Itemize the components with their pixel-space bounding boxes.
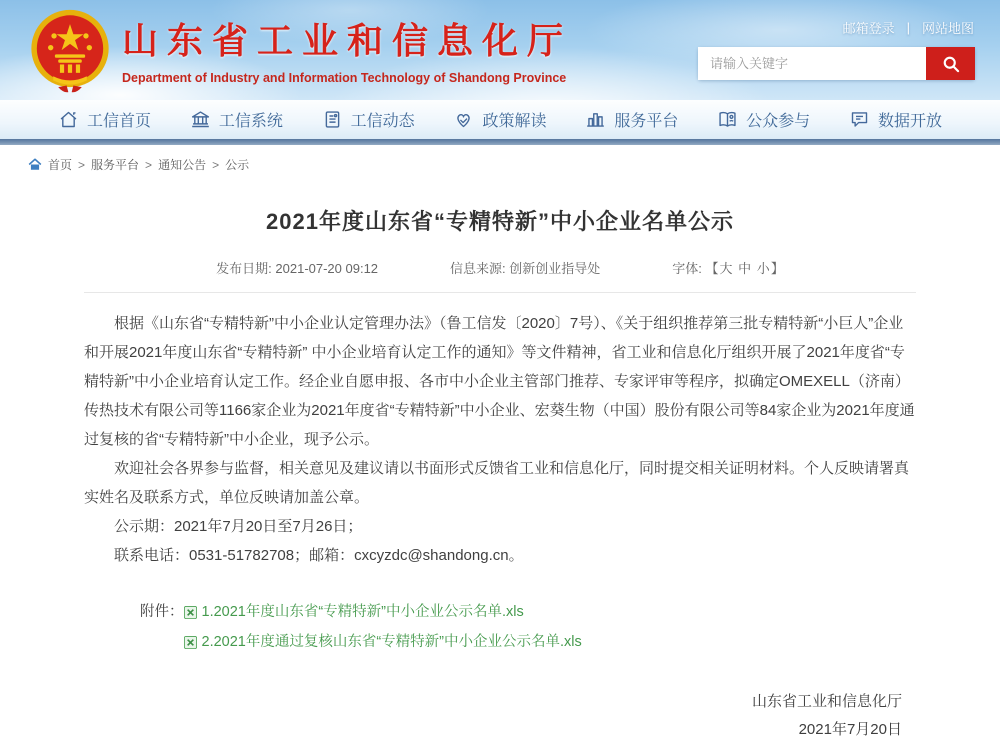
nav-label: 政策解读 xyxy=(482,113,547,130)
home-icon xyxy=(58,109,79,130)
nav-label: 工信首页 xyxy=(87,113,152,130)
national-emblem-logo xyxy=(28,7,112,95)
data-bubble-icon xyxy=(849,109,870,130)
nav-label: 服务平台 xyxy=(614,113,679,130)
nav-label: 公众参与 xyxy=(746,113,811,130)
font-size-control xyxy=(672,258,784,277)
search-bar xyxy=(698,47,975,80)
attachment-link-2[interactable] xyxy=(184,627,582,657)
platform-chart-icon xyxy=(585,109,606,130)
nav-item-policy[interactable] xyxy=(453,108,546,131)
nav-item-participation[interactable] xyxy=(717,108,810,131)
paragraph: 根据《山东省“专精特新”中小企业认定管理办法》（鲁工信发〔2020〕7号）、《关于组织推荐第三批专精特新“小巨人”企业和开展2021年度山东省“专精特新” 中小企业培育认定工作的通知》等文件精神，省工业和信息化厅组织开展了2021年度省“专精特新”中小企业培育认定工作。经企业自愿申报、各市中小企业主管部门推荐、专家评审等程序，拟确定OMEXELL（济南）传热技术有限公司等1166家企业为2021年度省“专精特新”中小企业、宏葵生物（中国）股份有限公司等84家企业为2021年度通过复核的省“专精特新”中小企业，现予公示。 xyxy=(84,315,915,448)
contact-info: 联系电话：0531-51782708；邮箱：cxcyzdc@shandong.cn。 xyxy=(114,547,524,564)
font-size-bracket-close: 】 xyxy=(770,261,784,276)
bank-icon xyxy=(190,109,211,130)
attachment-link-1[interactable] xyxy=(184,597,582,627)
breadcrumb-item-home[interactable]: 首页 xyxy=(48,158,73,172)
search-input[interactable] xyxy=(698,47,926,80)
attachments-label: 附件： xyxy=(140,604,184,620)
breadcrumb xyxy=(0,145,1000,179)
signature-org: 山东省工业和信息化厅 xyxy=(751,693,902,710)
nav-label: 工信动态 xyxy=(350,113,415,130)
breadcrumb-home-icon xyxy=(28,158,42,171)
search-button[interactable] xyxy=(926,47,975,80)
publicity-period: 公示期：2021年7月20日至7月26日； xyxy=(114,518,363,535)
font-size-small[interactable]: 小 xyxy=(756,261,770,276)
font-size-medium[interactable]: 中 xyxy=(738,261,752,276)
mail-login-link[interactable]: 邮箱登录 xyxy=(842,21,895,36)
font-size-label: 字体: 【 xyxy=(672,261,719,276)
attachment-filename: 1.2021年度山东省“专精特新”中小企业公示名单.xls xyxy=(201,604,524,620)
attachments-section xyxy=(84,597,916,657)
paragraph: 欢迎社会各界参与监督，相关意见及建议请以书面形式反馈省工业和信息化厅，同时提交相关证明材料。个人反映请署真实姓名及联系方式，单位反映请加盖公章。 xyxy=(84,460,910,506)
article-meta xyxy=(84,258,916,293)
top-links-divider: | xyxy=(906,20,910,35)
breadcrumb-item-service[interactable]: 服务平台 xyxy=(91,158,140,172)
nav-item-home[interactable] xyxy=(58,108,151,131)
excel-file-icon xyxy=(184,606,197,619)
breadcrumb-item-notice[interactable]: 通知公告 xyxy=(158,158,207,172)
attachment-filename: 2.2021年度通过复核山东省“专精特新”中小企业公示名单.xls xyxy=(201,634,582,650)
nav-label: 数据开放 xyxy=(877,113,942,130)
policy-heart-icon xyxy=(453,109,474,130)
participation-book-icon xyxy=(717,109,738,130)
nav-item-platform[interactable] xyxy=(585,108,678,131)
article-body xyxy=(84,309,916,570)
main-navbar xyxy=(0,100,1000,139)
breadcrumb-item-publicity[interactable]: 公示 xyxy=(225,158,250,172)
nav-item-news[interactable] xyxy=(322,108,415,131)
site-title-block xyxy=(122,13,572,85)
breadcrumb-separator: > xyxy=(212,157,220,172)
publish-date: 发布日期: 2021-07-20 09:12 xyxy=(216,261,379,276)
nav-label: 工信系统 xyxy=(218,113,283,130)
header-top-links xyxy=(843,18,974,37)
article-signature xyxy=(84,688,916,744)
article-title: 2021年度山东省“专精特新”中小企业名单公示 xyxy=(266,209,734,234)
news-icon xyxy=(322,109,343,130)
article-container xyxy=(84,205,916,744)
info-source: 信息来源: 创新创业指导处 xyxy=(450,261,601,276)
site-subtitle: Department of Industry and Information Technology of Shandong Province xyxy=(122,71,567,85)
breadcrumb-separator: > xyxy=(78,157,86,172)
nav-item-data[interactable] xyxy=(849,108,942,131)
site-title: 山东省工业和信息化厅 xyxy=(122,21,573,61)
nav-item-system[interactable] xyxy=(190,108,283,131)
search-icon xyxy=(941,54,961,74)
signature-date: 2021年7月20日 xyxy=(798,721,902,738)
site-map-link[interactable]: 网站地图 xyxy=(921,21,974,36)
site-header xyxy=(0,0,1000,100)
excel-file-icon xyxy=(184,636,197,649)
font-size-large[interactable]: 大 xyxy=(719,261,733,276)
breadcrumb-separator: > xyxy=(145,157,153,172)
